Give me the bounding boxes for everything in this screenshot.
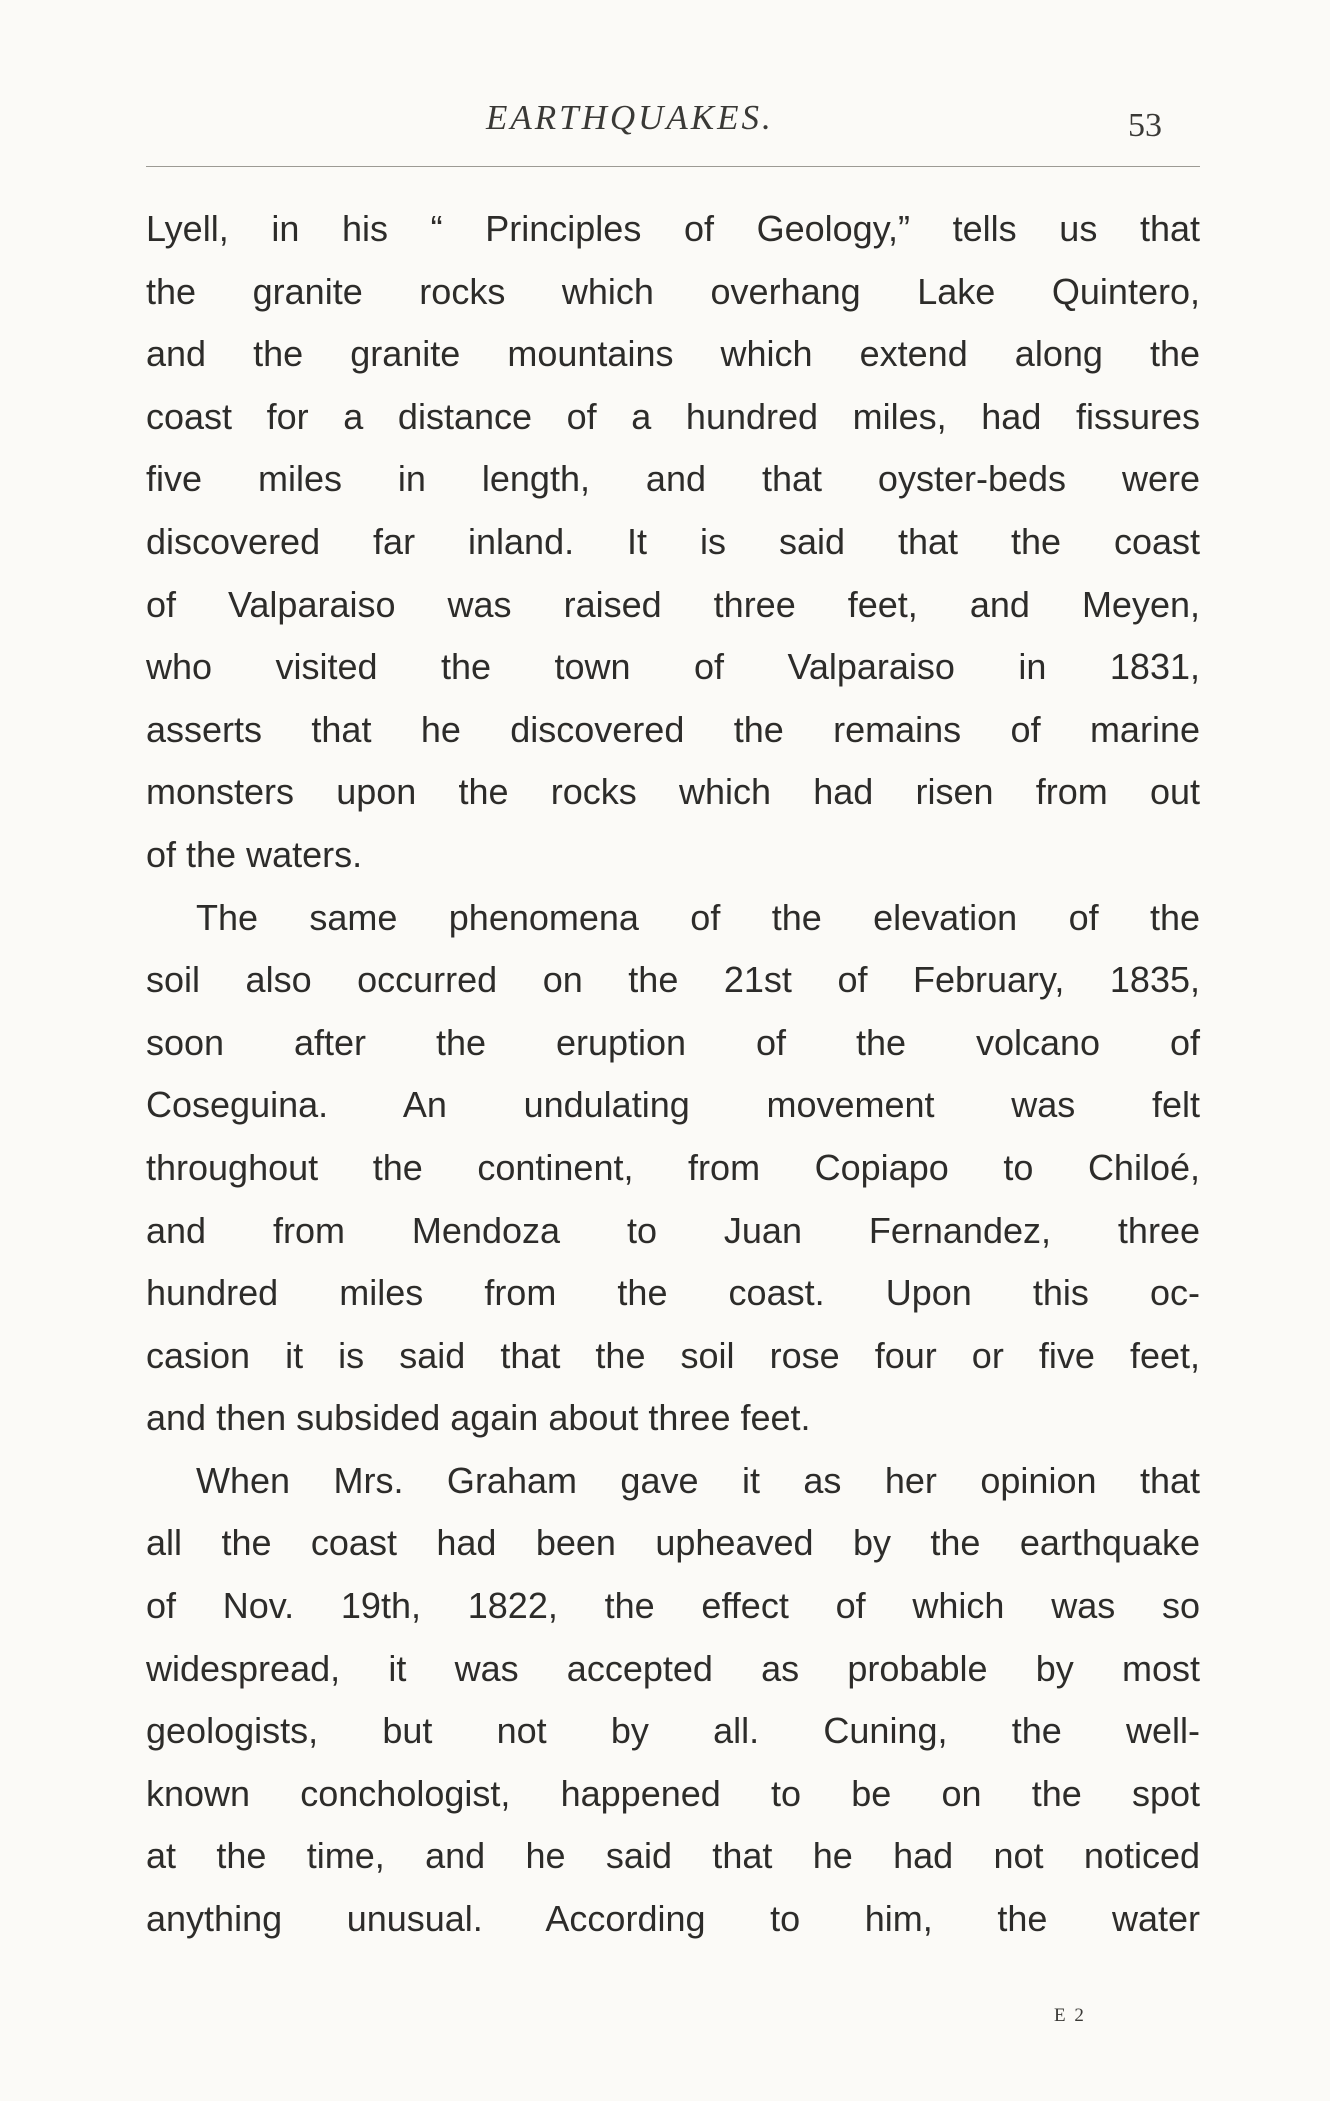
text-line: discovered far inland. It is said that the coast [146,520,1200,562]
text-line: widespread, it was accepted as probable by most [146,1647,1200,1689]
text-line: casion it is said that the soil rose four or five feet, [146,1334,1200,1376]
text-line: hundred miles from the coast. Upon this oc- [146,1272,1200,1314]
page-number: 53 [1128,107,1162,144]
text-line: and then subsided again about three feet. [146,1397,811,1439]
text-line: geologists, but not by all. Cuning, the well- [146,1710,1200,1752]
text-line: of the waters. [146,833,363,875]
running-head [0,96,1330,146]
text-line: When Mrs. Graham gave it as her opinion that [196,1459,1200,1501]
text-line: five miles in length, and that oyster-beds were [146,458,1200,500]
text-line: known conchologist, happened to be on the spot [146,1772,1200,1814]
text-line: and the granite mountains which extend along the [146,333,1200,375]
text-line: who visited the town of Valparaiso in 1831, [146,646,1200,688]
text-line: coast for a distance of a hundred miles, had fissures [146,395,1200,437]
text-line: of Valparaiso was raised three feet, and Meyen, [146,583,1200,625]
text-line: monsters upon the rocks which had risen from out [146,771,1200,813]
text-line: all the coast had been upheaved by the earthquake [146,1522,1200,1564]
text-line: Lyell, in his “ Principles of Geology,” tells us that [146,208,1200,249]
text-line: anything unusual. According to him, the water [146,1898,1200,1940]
text-line: of Nov. 19th, 1822, the effect of which was so [146,1585,1200,1627]
body-text [146,198,1200,1951]
running-title: EARTHQUAKES. [486,98,774,137]
text-line: and from Mendoza to Juan Fernandez, three [146,1209,1200,1251]
text-line: throughout the continent, from Copiapo to Chiloé, [146,1146,1200,1188]
text-line: The same phenomena of the elevation of the [196,896,1200,938]
text-line: asserts that he discovered the remains of marine [146,708,1200,750]
text-line: at the time, and he said that he had not noticed [146,1835,1200,1877]
text-line: soon after the eruption of the volcano of [146,1021,1200,1063]
text-line: soil also occurred on the 21st of February, 1835, [146,959,1200,1001]
text-line: the granite rocks which overhang Lake Quintero, [146,270,1200,312]
header-rule [146,166,1200,167]
signature-mark: E 2 [1054,2005,1086,2026]
text-line: Coseguina. An undulating movement was felt [146,1084,1200,1126]
